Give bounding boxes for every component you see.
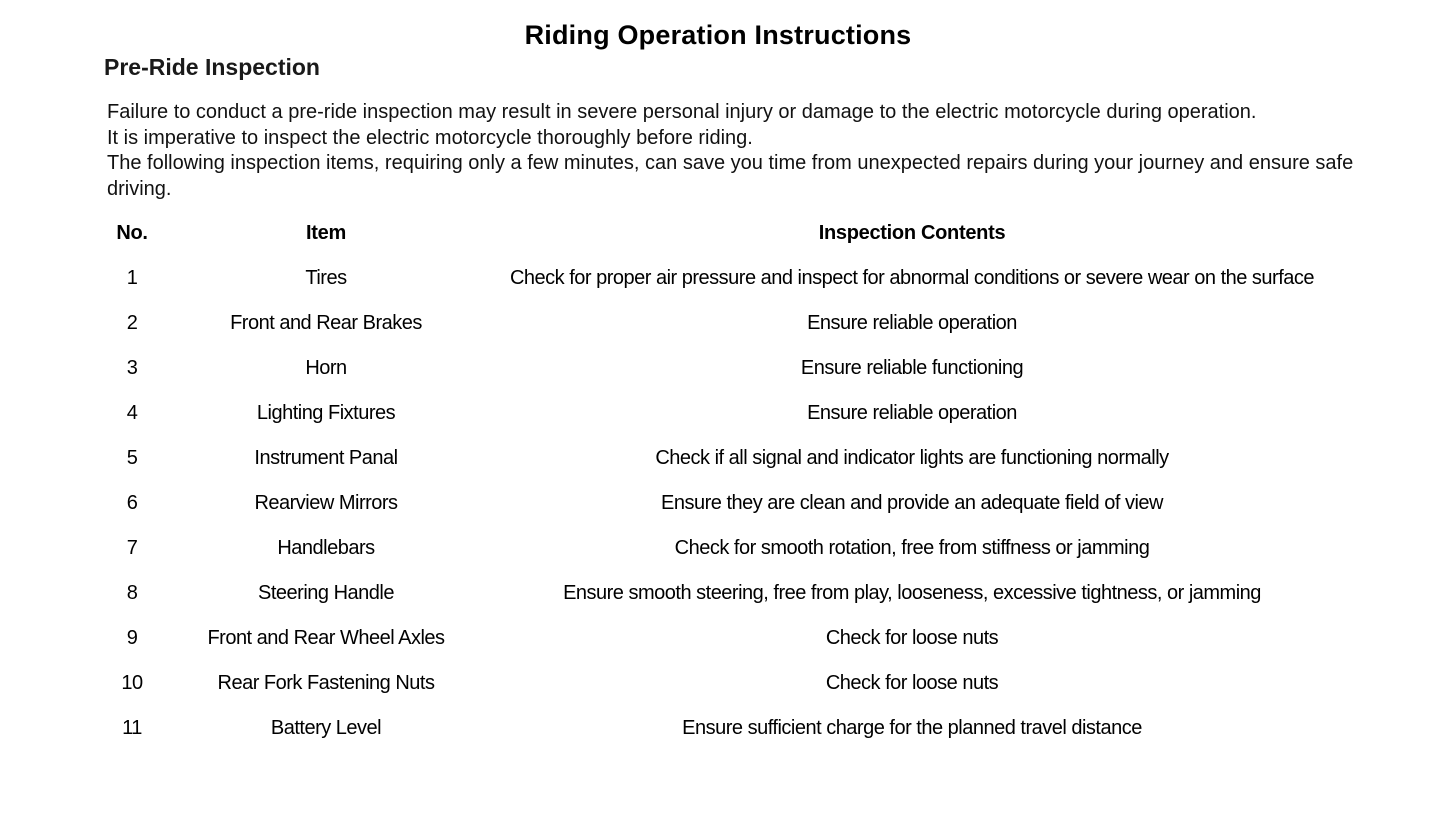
row-item: Rear Fork Fastening Nuts — [217, 672, 435, 694]
row-no: 7 — [126, 537, 138, 559]
row-contents: Ensure sufficient charge for the planned travel distance — [682, 717, 1142, 739]
row-no: 9 — [126, 627, 138, 649]
intro-paragraph: It is imperative to inspect the electric motorcycle thoroughly before riding. — [107, 126, 753, 149]
row-no: 8 — [126, 582, 138, 604]
row-item: Front and Rear Wheel Axles — [207, 627, 445, 649]
row-contents: Ensure reliable operation — [807, 312, 1017, 334]
row-item: Lighting Fixtures — [256, 402, 396, 424]
header-contents: Inspection Contents — [818, 222, 1006, 244]
table-row — [0, 706, 1436, 751]
table-row — [0, 526, 1436, 571]
table-row — [0, 616, 1436, 661]
row-contents: Ensure smooth steering, free from play, looseness, excessive tightness, or jamming — [563, 582, 1261, 604]
table-row — [0, 481, 1436, 526]
row-item: Horn — [305, 357, 347, 379]
row-item: Steering Handle — [258, 582, 394, 604]
row-contents: Check for loose nuts — [825, 627, 999, 649]
row-contents: Check for proper air pressure and inspect for abnormal conditions or severe wear on the surface — [509, 267, 1315, 289]
row-contents: Check if all signal and indicator lights are functioning normally — [655, 447, 1169, 469]
table-row — [0, 436, 1436, 481]
table-row — [0, 301, 1436, 346]
row-contents: Ensure reliable functioning — [800, 357, 1024, 379]
header-item: Item — [306, 222, 346, 244]
row-no: 5 — [126, 447, 138, 469]
row-item: Rearview Mirrors — [254, 492, 398, 514]
row-item: Instrument Panal — [254, 447, 398, 469]
row-item: Front and Rear Brakes — [230, 312, 422, 334]
table-row — [0, 346, 1436, 391]
table-row — [0, 256, 1436, 301]
row-no: 2 — [126, 312, 138, 334]
row-no: 3 — [126, 357, 138, 379]
row-item: Handlebars — [277, 537, 375, 559]
table-row — [0, 661, 1436, 706]
header-no: No. — [116, 222, 148, 244]
page-title: Riding Operation Instructions — [524, 20, 912, 50]
intro-paragraph: The following inspection items, requiring only a few minutes, can save you time from unexpected repairs during your journey and ensure safe driving. — [107, 152, 1354, 200]
row-contents: Ensure they are clean and provide an adequate field of view — [661, 492, 1163, 514]
inspection-table — [0, 211, 1436, 751]
row-contents: Ensure reliable operation — [807, 402, 1017, 424]
section-heading: Pre-Ride Inspection — [104, 54, 320, 80]
row-no: 1 — [126, 267, 138, 289]
row-contents: Check for smooth rotation, free from stiffness or jamming — [674, 537, 1150, 559]
row-item: Tires — [305, 267, 347, 289]
row-contents: Check for loose nuts — [825, 672, 999, 694]
row-no: 10 — [121, 672, 143, 694]
intro-text — [107, 100, 1357, 202]
row-item: Battery Level — [270, 717, 382, 739]
intro-paragraph: Failure to conduct a pre-ride inspection may result in severe personal injury or damage to the electric motorcycle during operation. — [107, 101, 1257, 123]
row-no: 6 — [126, 492, 138, 514]
table-row — [0, 391, 1436, 436]
table-row — [0, 571, 1436, 616]
table-header-row — [0, 211, 1436, 256]
row-no: 11 — [122, 717, 142, 739]
row-no: 4 — [126, 402, 138, 424]
